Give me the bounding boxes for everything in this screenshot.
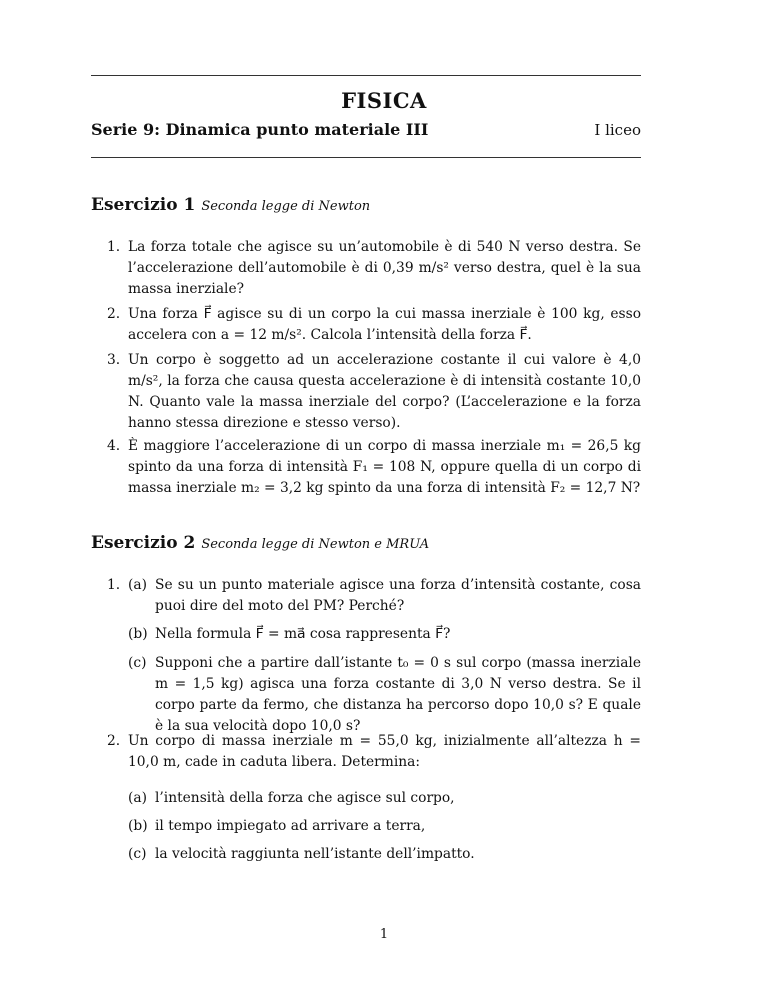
subitem-label: (c): [128, 846, 147, 862]
page-number: 1: [379, 927, 389, 942]
subitem-text: il tempo impiegato ad arrivare a terra,: [155, 818, 426, 834]
item-text: La forza totale che agisce su un’automobile è di 540 N verso destra. Se l’accelerazione dell’automobile è di 0,39 m/s² verso destra, quel è la sua massa inerziale?: [128, 239, 641, 297]
subitem-text: Se su un punto materiale agisce una forza d’intensità costante, cosa puoi dire del moto del PM? Perché?: [155, 577, 641, 614]
header-bottom-rule: [91, 157, 641, 158]
item-number: 3.: [107, 352, 121, 368]
item-text: Una forza F⃗ agisce su di un corpo la cui massa inerziale è 100 kg, esso accelera con a = 12 m/s². Calcola l’intensità della forza F⃗.: [128, 306, 641, 343]
exercise-2-item-2-a: [128, 788, 641, 809]
exercise-1-subtitle: Seconda legge di Newton: [201, 199, 371, 214]
item-text: Un corpo è soggetto ad un accelerazione costante il cui valore è 4,0 m/s², la forza che causa questa accelerazione è di intensità costante 10,0 N. Quanto vale la massa inerziale del corpo? (L’accelerazione e la forza hanno stessa direzione e stesso verso).: [128, 352, 641, 431]
subitem-label: (c): [128, 655, 147, 671]
exercise-2-item-1-b: [128, 624, 641, 645]
page-title: FISICA: [341, 88, 427, 113]
exercise-1-item-3: [107, 350, 641, 434]
item-number: 2.: [107, 306, 121, 322]
exercise-2-heading: [91, 533, 429, 553]
exercise-2-item-2-c: [128, 844, 641, 865]
item-text: È maggiore l’accelerazione di un corpo di massa inerziale m₁ = 26,5 kg spinto da una forza di intensità F₁ = 108 N, oppure quella di un corpo di massa inerziale m₂ = 3,2 kg spinto da una forza di intensità F₂ = 12,7 N?: [128, 438, 641, 496]
exercise-1-heading: [91, 195, 370, 215]
class-level: I liceo: [594, 121, 641, 139]
subitem-text: Nella formula F⃗ = ma⃗ cosa rappresenta F⃗?: [155, 626, 451, 642]
exercise-2-subtitle: Seconda legge di Newton e MRUA: [201, 537, 430, 552]
exercise-2-item-2: [107, 731, 641, 773]
subitem-text: la velocità raggiunta nell’istante dell’impatto.: [155, 846, 475, 862]
subitem-label: (a): [128, 790, 147, 806]
exercise-2-item-1-c: [128, 653, 641, 737]
exercise-1-item-2: [107, 304, 641, 346]
series-title: Serie 9: Dinamica punto materiale III: [91, 120, 429, 139]
item-number: 1.: [107, 577, 121, 593]
subitem-label: (b): [128, 818, 148, 834]
item-number: 2.: [107, 733, 121, 749]
subitem-text: l’intensità della forza che agisce sul corpo,: [155, 790, 455, 806]
item-number: 1.: [107, 239, 121, 255]
top-rule: [91, 75, 641, 76]
exercise-1-item-4: [107, 436, 641, 499]
subitem-label: (b): [128, 626, 148, 642]
subitem-text: Supponi che a partire dall’istante t₀ = 0 s sul corpo (massa inerziale m = 1,5 kg) agisca una forza costante di 3,0 N verso destra. Se il corpo parte da fermo, che distanza ha percorso dopo 10,0 s? E quale è la sua velocità dopo 10,0 s?: [155, 655, 641, 734]
exercise-2-label: Esercizio 2: [91, 533, 196, 553]
item-text: Un corpo di massa inerziale m = 55,0 kg, inizialmente all’altezza h = 10,0 m, cade in caduta libera. Determina:: [128, 733, 641, 770]
exercise-1-label: Esercizio 1: [91, 195, 196, 215]
item-number: 4.: [107, 438, 121, 454]
exercise-2-item-2-b: [128, 816, 641, 837]
subitem-label: (a): [128, 577, 147, 593]
exercise-1-item-1: [107, 237, 641, 300]
exercise-2-item-1-a: [128, 575, 641, 617]
